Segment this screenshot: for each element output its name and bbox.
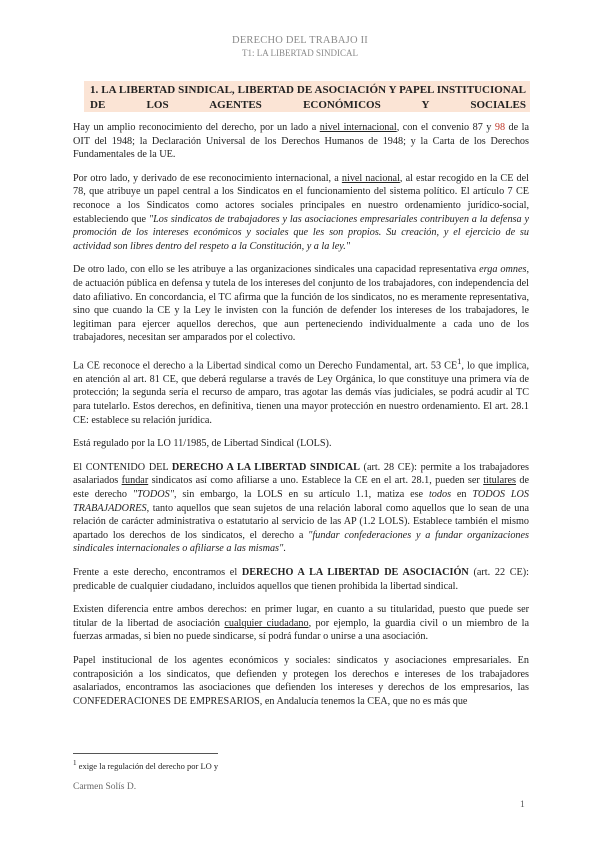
section-title: LA LIBERTAD SINDICAL, LIBERTAD DE ASOCIACIÓN Y PAPEL INSTITUCIONAL DE LOS AGENTES ECONÓMICOS Y SOCIALES bbox=[90, 84, 527, 111]
footer-author: Carmen Solís D. bbox=[73, 782, 137, 792]
underlined-term: nivel nacional bbox=[341, 172, 400, 184]
convention-number: 98 bbox=[494, 122, 506, 133]
paragraph-3: De otro lado, con ello se les atribuye a las organizaciones sindicales una capacidad representativa erga omnes, de actuación pública en defensa y tutela de los intereses del conjunto de los trabajadores, con independencia del dato afiliativo. En concordancia, el TC afirma que la función de los sindicatos, no es meramente representativa, sino que cuando la CE y la Ley le invisten con la función de defender los intereses de los trabajadores, le legitiman para ejercer aquellos derechos, que aun perteneciendo individualmente a cada uno de los trabajadores, necesitan ser amparados por el colectivo. bbox=[73, 264, 530, 344]
paragraph-9: Papel institucional de los agentes económicos y sociales: sindicatos y asociaciones empresariales. En contraposición a los sindicatos, que defienden y protegen los derechos e intereses de los trabajadores asalariados, encontramos las asociaciones que defienden los intereses y derechos de los empresarios, las CONFEDERACIONES DE EMPRESARIOS, en Andalucía tenemos la CEA, que no es más que bbox=[73, 654, 529, 707]
paragraph-4: La CE reconoce el derecho a la Libertad sindical como un Derecho Fundamental, art. 53 $CE^1$, lo que implica, en atención al art. 81 CE, que deberá regularse a través de Ley Orgánica, lo que constituye una primera vía de protección; la segunda sería el recurso de amparo, tras agotar las demás vías judiciales, se podrá acudir al TC para tutelarlo. Estos derechos, en definitiva, tienen una mayor protección en nuestro ordenamiento. El art. 28.1 CE: establece su relación jurídica. bbox=[73, 355, 529, 426]
page-header bbox=[0, 34, 600, 59]
footnote-ref[interactable]: 1 bbox=[457, 355, 462, 366]
footnote-divider bbox=[73, 753, 218, 754]
header-title: DERECHO DEL TRABAJO II bbox=[232, 35, 368, 46]
paragraph-6: El CONTENIDO DEL DERECHO A LA LIBERTAD SINDICAL (art. 28 CE): permite a los trabajadores asalariados fundar sindicatos así como afiliarse a uno. Establece la CE en el art. 28.1, pueden ser titulares de este derecho "TODOS", sin embargo, la LOLS en su artículo 1.1, matiza ese todos en TODOS LOS TRABAJADORES, tanto aquellos que sean sujetos de una relación laboral como aquellos que lo sean de una relación de carácter administrativa o estatutario al servicio de las AP (1.2 LOLS). Establece también el mismo apartado los derechos de los sindicatos, el derecho a "fundar confederaciones y a fundar organizaciones sindicales internacionales o afiliarse a las mismas". bbox=[73, 461, 530, 555]
section-number: 1. bbox=[90, 84, 99, 96]
document-body bbox=[73, 121, 529, 718]
paragraph-5: Está regulado por la LO 11/1985, de Libertad Sindical (LOLS). bbox=[73, 438, 332, 450]
header-subtitle: T1: LA LIBERTAD SINDICAL bbox=[242, 48, 358, 58]
paragraph-8: Existen diferencia entre ambos derechos: en primer lugar, en cuanto a su titularidad, puesto que puede ser titular de la libertad de asociación cualquier ciudadano, por ejemplo, la guardia civil o un miembro de la fuerzas armadas, si bien no puede sindicarse, sí podrá fundar o unirse a una asociación. bbox=[73, 604, 530, 643]
quoted-article: "Los sindicatos de trabajadores y las asociaciones empresariales contribuyen a la defensa y promoción de los intereses económicos y sociales que les son propios. Su creación, y el ejercicio de su actividad son libres dentro del respeto a la Constitución, y a la ley." bbox=[73, 213, 529, 252]
underlined-term: nivel internacional bbox=[319, 122, 397, 133]
footnote: $^1$ exige la regulación del derecho por LO y bbox=[73, 759, 219, 771]
paragraph-1: Hay un amplio reconocimiento del derecho, por un lado a nivel internacional, con el convenio 87 y 98 de la OIT del 1948; la Declaración Universal de los Derechos Humanos de 1948; y la Carta de los Derechos Fundamentales de la UE. bbox=[73, 122, 530, 161]
paragraph-2: Por otro lado, y derivado de ese reconocimiento internacional, a nivel nacional, al estar recogido en la CE del 78, que atribuye un papel central a los Sindicatos en el funcionamiento del sistema político. El artículo 7 CE reconoce a los Sindicatos como actores sociales principales en nuestro ordenamiento jurídico-social, estableciendo que "Los sindicatos de trabajadores y las asociaciones empresariales contribuyen a la defensa y promoción de los intereses económicos y sociales que les son propios. Su creación, y el ejercicio de su actividad son libres dentro del respeto a la Constitución, y a la ley." bbox=[73, 172, 529, 252]
paragraph-7: Frente a este derecho, encontramos el DERECHO A LA LIBERTAD DE ASOCIACIÓN (art. 22 CE): predicable de cualquier ciudadano, incluidos aquellos que tienen prohibida la libertad sindical. bbox=[73, 567, 529, 592]
page-number: 1 bbox=[520, 800, 525, 810]
section-heading bbox=[84, 81, 530, 112]
